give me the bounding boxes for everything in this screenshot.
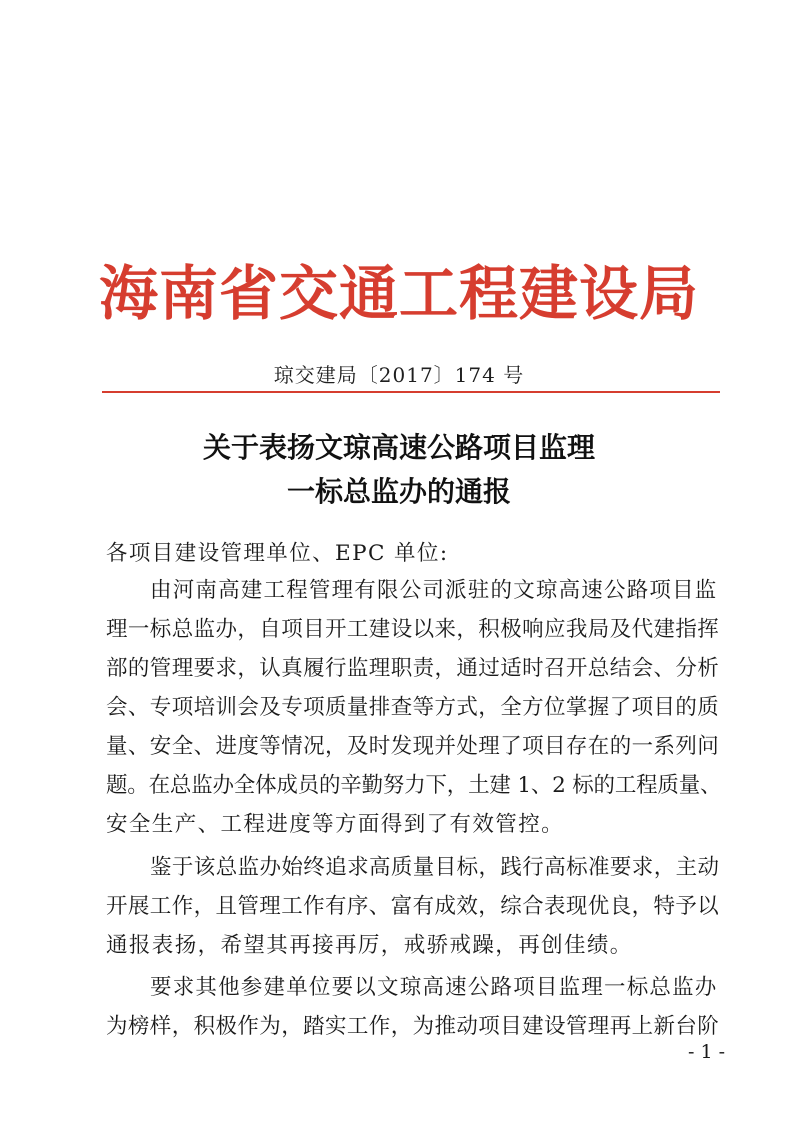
body-line: 通报表扬，希望其再接再厉，戒骄戒躁，再创佳绩。 bbox=[106, 933, 633, 958]
body-line: 量、安全、进度等情况，及时发现并处理了项目存在的一系列问 bbox=[106, 734, 720, 759]
body-line: 要求其他参建单位要以文琼高速公路项目监理一标总监办 bbox=[150, 975, 718, 1000]
body-line: 会、专项培训会及专项质量排查等方式，全方位掌握了项目的质 bbox=[106, 695, 720, 720]
document-title-line-2: 一标总监办的通报 bbox=[286, 475, 511, 508]
issuing-agency-header: 海南省交通工程建设局 bbox=[98, 259, 699, 328]
body-line: 理一标总监办，自项目开工建设以来，积极响应我局及代建指挥 bbox=[106, 617, 720, 642]
salutation: 各项目建设管理单位、EPC 单位: bbox=[106, 541, 449, 566]
document-number: 琼交建局〔2017〕174 号 bbox=[273, 363, 525, 387]
document-title-line-1: 关于表扬文琼高速公路项目监理 bbox=[202, 431, 595, 464]
page-number: - 1 - bbox=[687, 1041, 725, 1063]
body-line: 部的管理要求，认真履行监理职责，通过适时召开总结会、分析 bbox=[106, 656, 720, 681]
body-line: 由河南高建工程管理有限公司派驻的文琼高速公路项目监 bbox=[150, 578, 718, 603]
body-line: 安全生产、工程进度等方面得到了有效管控。 bbox=[106, 812, 565, 837]
body-line: 题。在总监办全体成员的辛勤努力下，土建 1、2 标的工程质量、 bbox=[106, 773, 722, 798]
body-line: 开展工作，且管理工作有序、富有成效，综合表现优良，特予以 bbox=[106, 894, 720, 919]
body-line: 为榜样，积极作为，踏实工作，为推动项目建设管理再上新台阶 bbox=[106, 1014, 720, 1039]
red-separator-line bbox=[102, 391, 720, 393]
body-line: 鉴于该总监办始终追求高质量目标，践行高标准要求，主动 bbox=[150, 855, 720, 880]
